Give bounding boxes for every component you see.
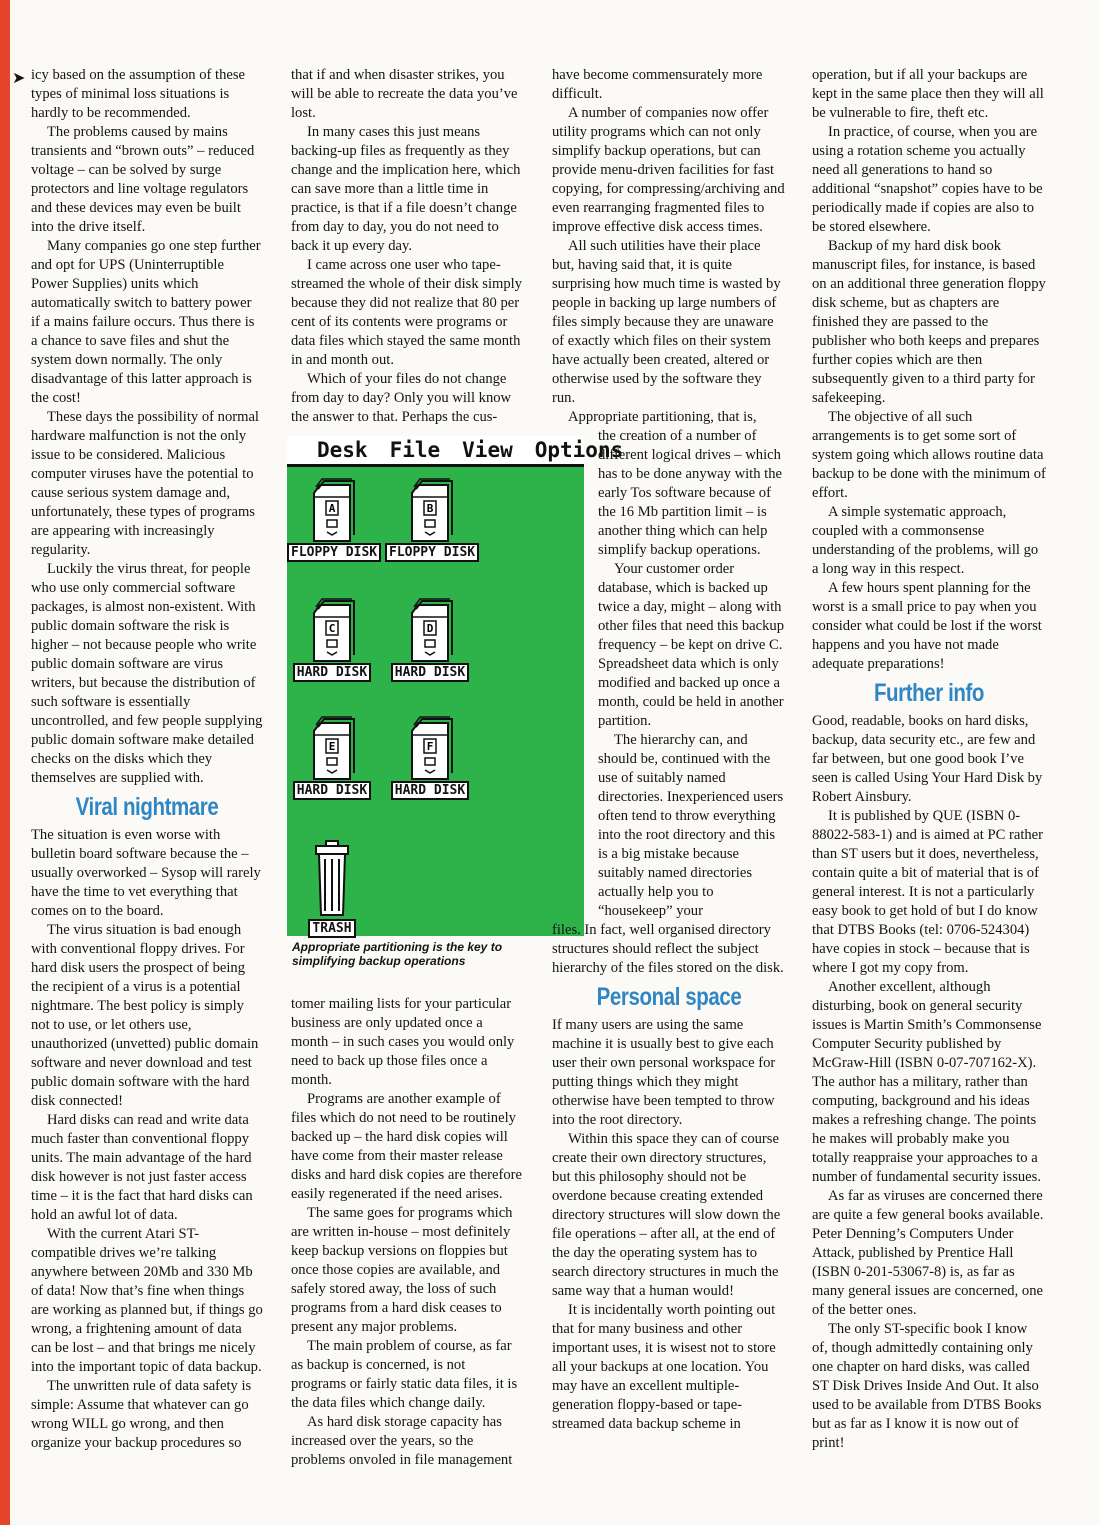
paragraph: The main problem of course, as far as backup is concerned, is not programs or fairly static data files, it is the data files which change daily. [291,1338,518,1411]
paragraph: The situation is even worse with bulletin board software because the – usually overworked – Sysop will rarely have the time to vet everything that comes on to the board. [31,827,261,919]
paragraph: The hierarchy can, and should be, continued with the use of suitably named directories. Inexperienced users often tend to throw everything into the root directory and this is a big mistake because suitably named directories actually help you to “housekeep” your [598,732,784,919]
paragraph: Hard disks can read and write data much faster than conventional floppy units. The main advantage of the hard disk however is not just faster access time – it is the fact that hard disks can hold an awful lot of data. [31,1112,253,1223]
icon-label: HARD DISK [391,663,469,682]
narrow-flow [598,427,786,921]
paragraph: the creation of a number of different logical drives – which has to be done anyway with the early Tos software because of the 16 Mb partition limit – is another thing which can help simplify backup operations. [598,428,782,558]
paragraph: Good, readable, books on hard disks, backup, data security etc., are few and far between, but one good book I’ve seen is called Using Your Hard Disk by Robert Ainsbury. [812,713,1043,805]
paragraph: Programs are another example of files which do not need to be routinely backed up – the hard disk copies will have come from their master release disks and hard disk copies are therefore easily regenerated if the need arises. [291,1091,522,1202]
paragraph: As hard disk storage capacity has increased over the years, so the problems onvoled in file management [291,1414,513,1468]
icon-label: HARD DISK [391,781,469,800]
svg-text:E: E [328,740,336,753]
paragraph: The same goes for programs which are written in-house – most definitely keep backup versions on floppies but once those copies are available, and safely stored away, the loss of such programs from a hard disk ceases to present any major problems. [291,1205,513,1335]
heading-viral-nightmare: Viral nightmare [75,793,219,821]
desktop-background [287,467,584,936]
paragraph: Many companies go one step further and opt for UPS (Uninterruptible Power Supplies) units which automatically switch to battery power if a mains failure occurs. Thus there is a chance to save files and shut the system down normally. The only disadvantage of this latter approach is the cost! [31,238,261,406]
paragraph: operation, but if all your backups are kept in the same place then they will all be vulnerable to fire, theft etc. [812,67,1044,121]
paragraph: files. In fact, well organised directory structures should reflect the subject hierarchy of the files stored on the disk. [552,922,784,976]
paragraph: Your customer order database, which is backed up twice a day, might – along with other files that need this backup frequency – be kept on drive C. Spreadsheet data which is only modified and backed up once a month, could be held in another partition. [598,561,785,729]
paragraph: The objective of all such arrangements is to get some sort of system going which allows routine data backup to be done with the minimum of effort. [812,409,1046,501]
paragraph: The unwritten rule of data safety is simple: Assume that whatever can go wrong WILL go wrong, and then organize your backup procedures so [31,1378,252,1451]
svg-text:A: A [328,502,336,515]
paragraph: The only ST-specific book I know of, though admittedly containing only one chapter on hard disks, was called ST Disk Drives Inside And Out. It also used to be available from DTBS Books but as far as I know it is now out of print! [812,1321,1042,1451]
hard-disk-icon-e[interactable] [287,715,377,800]
svg-text:F: F [426,740,434,753]
icon-label: HARD DISK [293,781,371,800]
paragraph: These days the possibility of normal hardware malfunction is not the only issue to be considered. Malicious computer viruses have the potential to cause serious system damage and, unfortunately, these types of programs are appearing with increasingly regularity. [31,409,259,558]
paragraph: icy based on the assumption of these types of minimal loss situations is hardly to be recommended. [31,67,245,121]
paragraph: In practice, of course, when you are using a rotation scheme you actually need all generations to hand so additional “snapshot” copies have to be periodically made if copies are also to be stored elsewhere. [812,124,1043,235]
hard-disk-icon-c[interactable] [287,597,377,682]
paragraph: I came across one user who tape-streamed the whole of their disk simply because they did not realize that 80 per cent of its contents were programs or data files which stayed the same month in and month out. [291,257,523,368]
paragraph: have become commensurately more difficult. [552,67,763,102]
paragraph: Which of your files do not change from day to day? Only you will know the answer to that. Perhaps the cus- [291,371,512,425]
column-2-bottom [291,995,523,1470]
heading-personal-space: Personal space [596,983,742,1011]
menu-view: View [462,438,513,462]
paragraph: If many users are using the same machine it is usually best to give each user their own personal workspace for putting things which they might otherwise have been tempted to throw into the root directory. [552,1017,776,1128]
column-3 [552,66,786,1434]
paragraph: A few hours spent planning for the worst is a small price to pay when you consider what could be lost if the worst happens and you have not made adequate preparations! [812,580,1042,672]
column-1 [31,66,263,1453]
paragraph: The problems caused by mains transients and “brown outs” – reduced voltage – can be solved by surge protectors and line voltage regulators and these devices may even be built into the drive itself. [31,124,255,235]
paragraph: It is incidentally worth pointing out that for many business and other important uses, it is wisest not to store all your backups at one location. You may have an excellent multiple-generation floppy-based or tape-streamed data backup scheme in [552,1302,776,1432]
paragraph: Appropriate partitioning, that is, [568,409,757,425]
paragraph: Within this space they can of course create their own directory structures, but this philosophy should not be overdone because creating extended directory structures will slow down the file operations – after all, at the end of the day the operating system has to search directory structures in much the same way that a human would! [552,1131,781,1299]
heading-further-info: Further info [873,679,985,707]
figure-caption: Appropriate partitioning is the key to simplifying backup operations [292,940,503,968]
paragraph: that if and when disaster strikes, you will be able to recreate the data you’ve lost. [291,67,518,121]
paragraph: In many cases this just means backing-up files as frequently as they change and the implication here, which can save more than a little time in practice, is that if a file doesn’t change from day to day, you do not need to back it up every day. [291,124,521,254]
paragraph: Backup of my hard disk book manuscript files, for instance, is based on an additional three generation floppy disk scheme, but as chapters are finished they are passed to the publisher who both keeps and prepares further copies which are then subsequently given to a third party for safekeeping. [812,238,1046,406]
icon-label: FLOPPY DISK [385,543,479,562]
svg-text:D: D [426,622,434,635]
floppy-disk-icon-b[interactable] [385,477,475,562]
menu-options: Options [534,438,624,462]
paragraph: It is published by QUE (ISBN 0-88022-583-1) and is aimed at PC rather than ST users but it does, nevertheless, contain quite a bit of material that is of general interest. It is not a particularly easy book to get hold of but I do know that DTBS Books (tel: 0706-524304) have copies in stock – because that is where I got my copy from. [812,808,1044,976]
desktop-menu-bar [287,436,624,467]
paragraph: tomer mailing lists for your particular business are only updated once a month – in such cases you would only need to back up those files once a month. [291,996,515,1088]
icon-label: FLOPPY DISK [287,543,381,562]
floppy-disk-icon-a[interactable] [287,477,377,562]
page-edge-stripe [0,0,10,1525]
continue-arrow-icon: ➤ [12,68,26,87]
paragraph: All such utilities have their place but, having said that, it is quite surprising how much time is wasted by people in backing up large numbers of files simply because they are unaware of exactly which files on their system have actually been created, altered or otherwise used by the software they run. [552,238,781,406]
icon-label: HARD DISK [293,663,371,682]
paragraph: Luckily the virus threat, for people who use only commercial software packages, is almost non-existent. With public domain software the risk is higher – not because people who write public domain software are virus writers, but because the distribution of such software is essentially uncontrolled, and few people supplying public domain software make detailed checks on the disks which they themselves are supplied with. [31,561,263,786]
menu-desk: Desk [317,438,368,462]
paragraph: With the current Atari ST-compatible drives we’re talking anywhere between 20Mb and 330 Mb of data! Now that’s fine when things are working as planned but, if things go wrong, a frightening amount of data can be lost – and that brings me nicely into the important topic of data backup. [31,1226,263,1375]
hard-disk-icon-d[interactable] [385,597,475,682]
hard-disk-icon-f[interactable] [385,715,475,800]
column-2-top [291,66,523,427]
svg-text:C: C [328,622,336,635]
column-4 [812,66,1046,1453]
trash-label: TRASH [308,919,355,938]
trash-icon[interactable] [291,839,373,938]
paragraph: A number of companies now offer utility programs which can not only simplify backup operations, but can provide menu-driven facilities for fast copying, for compressing/archiving and even rearranging fragmented files to improve effective disk access times. [552,105,785,235]
svg-text:B: B [426,502,434,515]
paragraph: Another excellent, although disturbing, book on general security issues is Martin Smith’s Commonsense Computer Security published by McGraw-Hill (ISBN 0-07-707162-X). The author has a military, rather than computing, background and his ideas makes a refreshing change. The points he makes will probably make you totally reappraise your approaches to a number of fundamental security issues. [812,979,1042,1185]
paragraph: A simple systematic approach, coupled with a commonsense understanding of the problems, will go a long way in this respect. [812,504,1039,577]
menu-file: File [389,438,441,462]
paragraph: As far as viruses are concerned there are quite a few general books available. Peter Denning’s Computers Under Attack, published by Prentice Hall (ISBN 0-201-53067-8) is, as far as many general issues are concerned, one of the better ones. [812,1188,1044,1318]
paragraph: The virus situation is bad enough with conventional floppy drives. For hard disk users the prospect of being the recipient of a virus is a potential nightmare. The best policy is simply not to use, or let others use, unauthorized (unvetted) public domain software and never download and test public domain software with the hard disk connected! [31,922,259,1109]
gem-desktop-screenshot [287,436,624,936]
